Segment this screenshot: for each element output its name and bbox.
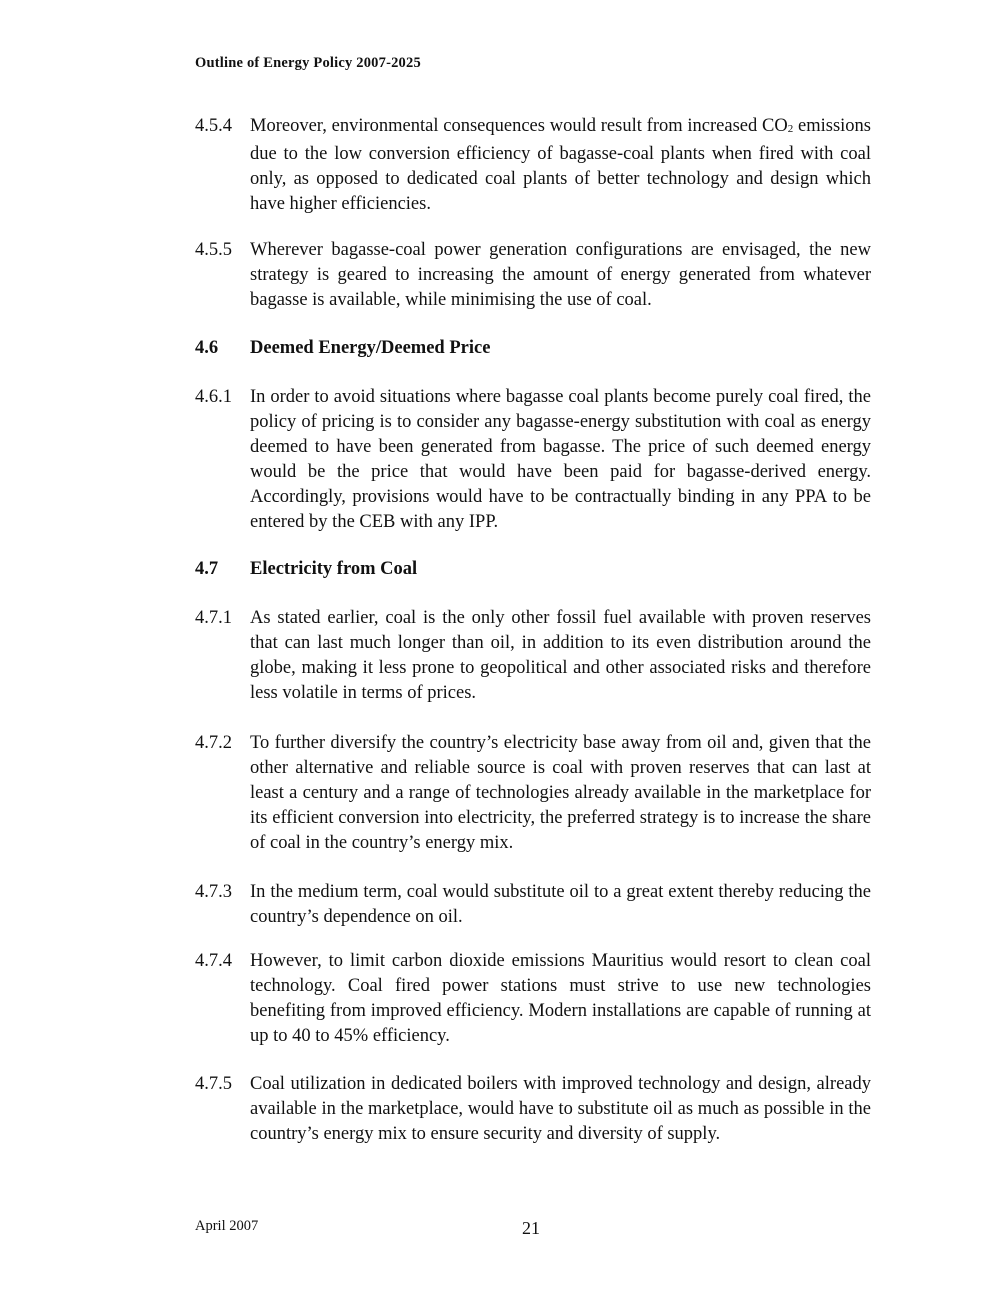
paragraph-number: 4.5.4 — [195, 116, 232, 136]
paragraph-number: 4.7.4 — [195, 951, 232, 971]
paragraph-number: 4.7.2 — [195, 733, 232, 753]
heading-title: Deemed Energy/Deemed Price — [250, 338, 491, 358]
paragraph-text: Coal utilization in dedicated boilers with improved technology and design, already available in the marketplace, would have to substitute oil as much as possible in the country’s energy mix to ensure security and diversity of supply. — [250, 1074, 871, 1144]
paragraph-number: 4.5.5 — [195, 240, 232, 260]
co2-subscript: 2 — [787, 123, 794, 135]
paragraph-text: As stated earlier, coal is the only other fossil fuel available with proven reserves that can last much longer than oil, in addition to its even distribution around the globe, making it less prone to geopolitical and other associated risks and therefore less volatile in terms of prices. — [250, 608, 871, 703]
paragraph-number: 4.7.1 — [195, 608, 232, 628]
paragraph-text: However, to limit carbon dioxide emissions Mauritius would resort to clean coal technology. Coal fired power stations must strive to use new technologies benefiting from improved efficiency. Modern installations are capable of running at up to 40 to 45% efficiency. — [250, 951, 871, 1046]
section-heading-4-6 — [195, 336, 490, 361]
paragraph-4-7-5 — [195, 1072, 871, 1147]
heading-number: 4.6 — [195, 338, 219, 358]
paragraph-4-7-3 — [195, 880, 871, 930]
paragraph-4-5-5 — [195, 238, 871, 313]
heading-number: 4.7 — [195, 559, 219, 579]
paragraph-text: In order to avoid situations where bagasse coal plants become purely coal fired, the policy of pricing is to consider any bagasse-energy substitution with coal as energy deemed to have been generated from bagasse. The price of such deemed energy would be the price that would have been paid for bagasse-derived energy. Accordingly, provisions would have to be contractually binding in any PPA to be entered by the CEB with any IPP. — [250, 387, 871, 532]
running-header: Outline of Energy Policy 2007-2025 — [195, 55, 421, 71]
paragraph-4-5-4 — [195, 114, 871, 217]
paragraph-4-7-4 — [195, 949, 871, 1049]
paragraph-4-7-1 — [195, 606, 871, 706]
footer-date: April 2007 — [195, 1218, 259, 1234]
paragraph-number: 4.6.1 — [195, 387, 232, 407]
page-number: 21 — [522, 1218, 540, 1238]
paragraph-text: In the medium term, coal would substitute oil to a great extent thereby reducing the country’s dependence on oil. — [250, 882, 871, 927]
paragraph-text: Moreover, environmental consequences would result from increased $CO_2$ emissions due to the low conversion efficiency of bagasse-coal plants when fired with coal only, as opposed to dedicated coal plants of better technology and design which have higher efficiencies. — [250, 116, 871, 214]
paragraph-4-7-2 — [195, 731, 871, 856]
paragraph-4-6-1 — [195, 385, 871, 535]
section-heading-4-7 — [195, 557, 417, 582]
paragraph-text: Wherever bagasse-coal power generation configurations are envisaged, the new strategy is geared to increasing the amount of energy generated from whatever bagasse is available, while minimising the use of coal. — [250, 240, 871, 310]
heading-title: Electricity from Coal — [250, 559, 418, 579]
paragraph-text: To further diversify the country’s electricity base away from oil and, given that the other alternative and reliable source is coal with proven reserves that can last at least a century and a range of technologies already available in the marketplace for its efficient conversion into electricity, the preferred strategy is to increase the share of coal in the country’s energy mix. — [250, 733, 871, 853]
paragraph-number: 4.7.5 — [195, 1074, 232, 1094]
paragraph-number: 4.7.3 — [195, 882, 232, 902]
